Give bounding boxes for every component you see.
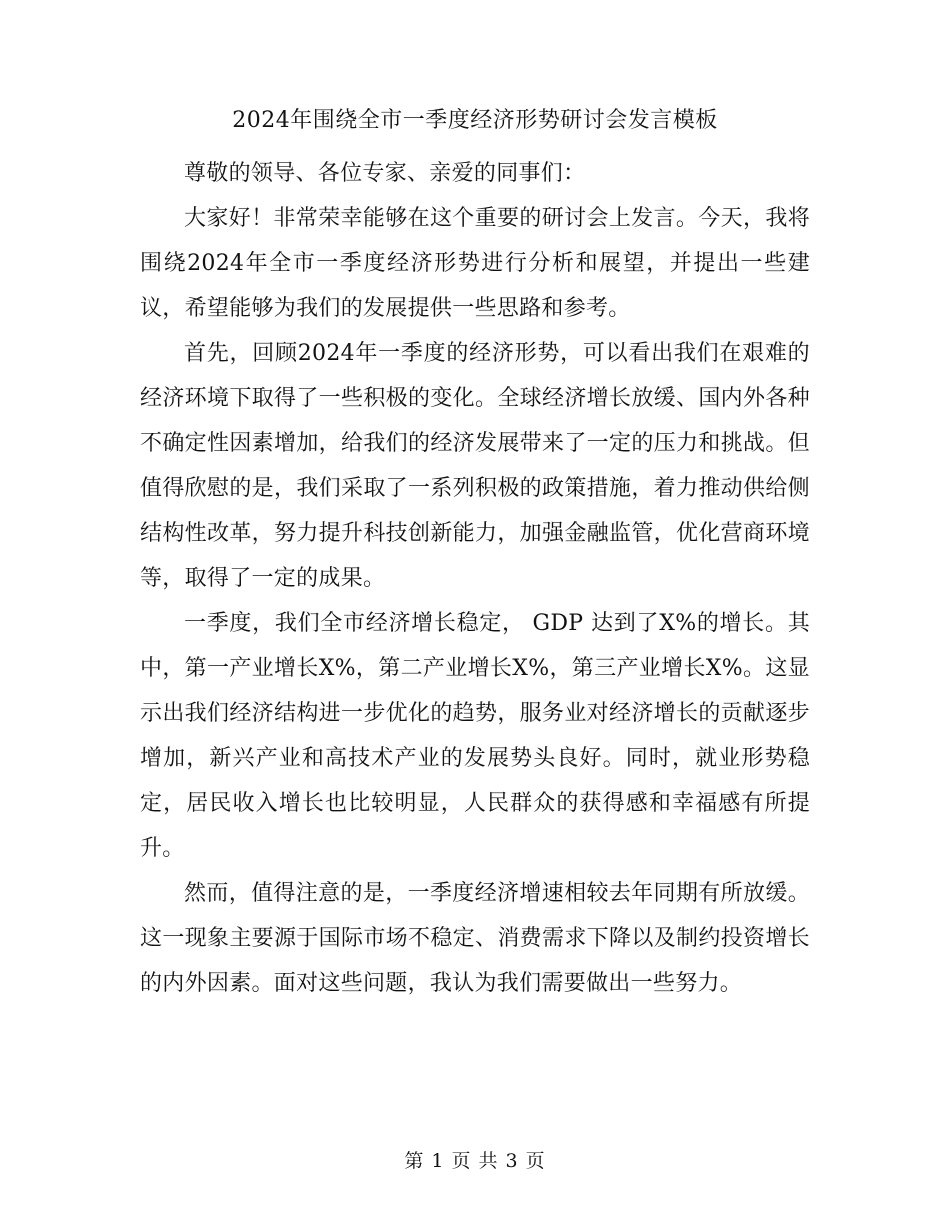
growth-paragraph: 一季度，我们全市经济增长稳定， GDP 达到了X%的增长。其中，第一产业增长X%，第二产业增长X%，第三产业增长X%。这显示出我们经济结构进一步优化的趋势，服务业对经济增长的贡献逐步增加，新兴产业和高技术产业的发展势头良好。同时，就业形势稳定，居民收入增长也比较明显，人民群众的获得感和幸福感有所提升。	[140, 611, 810, 861]
opening-paragraph: 大家好！非常荣幸能够在这个重要的研讨会上发言。今天，我将围绕2024年全市一季度经济形势进行分析和展望，并提出一些建议，希望能够为我们的发展提供一些思路和参考。	[140, 206, 810, 321]
document-body	[140, 151, 810, 1006]
page-footer: 第 1 页 共 3 页	[404, 1150, 546, 1172]
concern-paragraph: 然而，值得注意的是，一季度经济增速相较去年同期有所放缓。这一现象主要源于国际市场不稳定、消费需求下降以及制约投资增长的内外因素。面对这些问题，我认为我们需要做出一些努力。	[140, 881, 810, 996]
review-paragraph: 首先，回顾2024年一季度的经济形势，可以看出我们在艰难的经济环境下取得了一些积极的变化。全球经济增长放缓、国内外各种不确定性因素增加，给我们的经济发展带来了一定的压力和挑战。但值得欣慰的是，我们采取了一系列积极的政策措施，着力推动供给侧结构性改革，努力提升科技创新能力，加强金融监管，优化营商环境等，取得了一定的成果。	[140, 341, 810, 591]
document-title: 2024年围绕全市一季度经济形势研讨会发言模板	[232, 108, 718, 133]
salutation-paragraph: 尊敬的领导、各位专家、亲爱的同事们：	[184, 161, 586, 186]
